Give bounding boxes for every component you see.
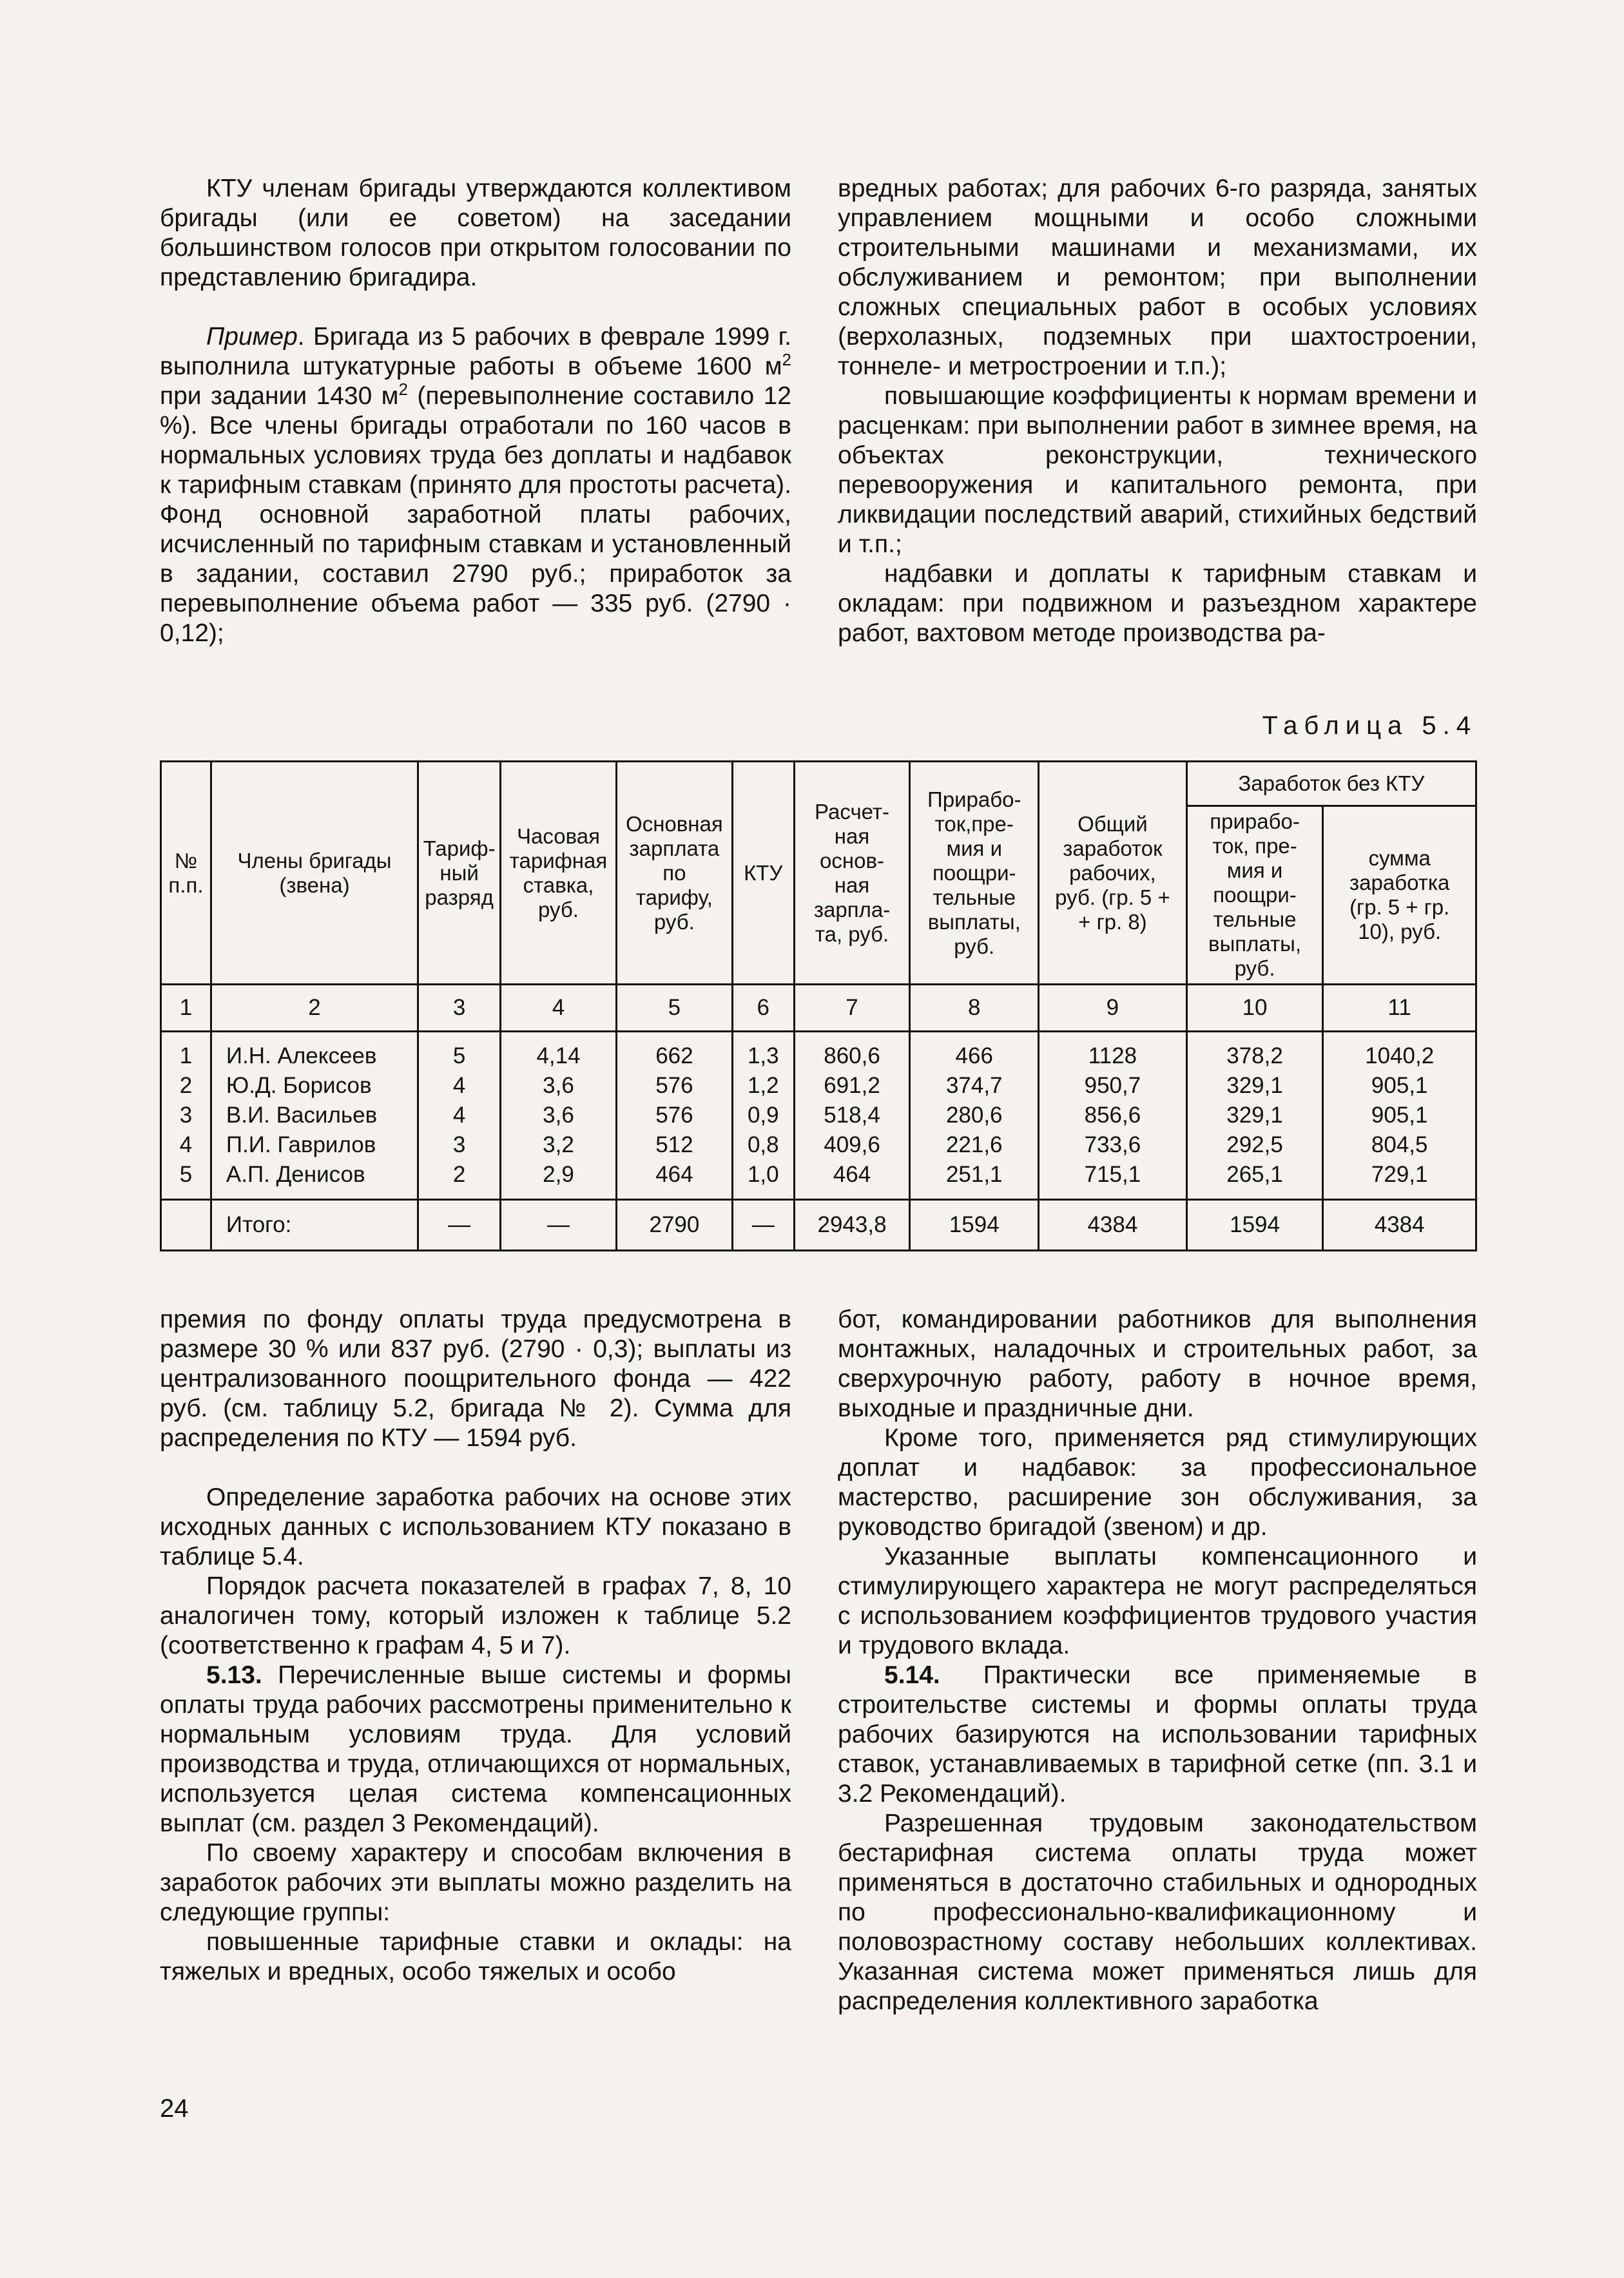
section-5-14-paragraph: [838, 1661, 1477, 1809]
header-sum-no-ktu: сумма заработка (гр. 5 + гр. 10), руб.: [1323, 806, 1476, 985]
cell-rate: 4,14 3,6 3,6 3,2 2,9: [501, 1032, 617, 1200]
example-label: Пример: [206, 323, 298, 351]
header-rate: Часовая тарифная ставка, руб.: [501, 762, 617, 985]
cell-calc-pay: 860,6 691,2 518,4 409,6 464: [794, 1032, 910, 1200]
cell-base-pay: 662 576 576 512 464: [616, 1032, 732, 1200]
column-number: 6: [732, 985, 794, 1032]
column-number-row: [161, 985, 1476, 1032]
calculation-order-paragraph: Порядок расчета показателей в графах 7, 8, 10 аналогичен тому, который изложен к таблице 5.2 (соответственно к графам 4, 5 и 7).: [160, 1572, 791, 1659]
totals-base-pay: 2790: [616, 1200, 732, 1251]
cell-sum-no-ktu: 1040,2 905,1 905,1 804,5 729,1: [1323, 1032, 1476, 1200]
column-number: 5: [616, 985, 732, 1032]
example-paragraph: [160, 322, 791, 648]
header-total: Общий заработок рабочих, руб. (гр. 5 + + гр. 8): [1039, 762, 1187, 985]
section-number: 5.13.: [206, 1661, 262, 1689]
page-number: 24: [160, 2094, 189, 2123]
example-text-a: . Бригада из 5 рабочих в феврале 1999 г. выполнила штукатурные работы в объеме 1600 м: [160, 323, 791, 380]
top-right-column: [838, 174, 1477, 648]
header-bonus-no-ktu: прирабо- ток, пре- мия и поощри- тельные выплаты, руб.: [1186, 806, 1323, 985]
header-calc-pay: Расчет- ная основ- ная зарпла- та, руб.: [794, 762, 910, 985]
header-group-no-ktu: Заработок без КТУ: [1186, 762, 1476, 806]
bottom-right-column: [838, 1305, 1477, 2016]
business-trips-paragraph: бот, командировании работников для выполнения монтажных, наладочных и строительных работ, за сверхурочную работу, работу в ночное время, выходные и праздничные дни.: [838, 1306, 1477, 1422]
column-number: 2: [211, 985, 418, 1032]
totals-bonus: 1594: [910, 1200, 1039, 1251]
section-5-13-paragraph: [160, 1661, 791, 1839]
column-number: 10: [1186, 985, 1323, 1032]
header-row-1: [161, 762, 1476, 806]
header-base-pay: Основная зарплата по тарифу, руб.: [616, 762, 732, 985]
table-body-row: [161, 1032, 1476, 1200]
totals-total: 4384: [1039, 1200, 1187, 1251]
payment-groups-paragraph: По своему характеру и способам включения в заработок рабочих эти выплаты можно разделить на следующие группы:: [160, 1839, 791, 1926]
harmful-work-paragraph: вредных работах; для рабочих 6-го разряда, занятых управлением мощными и особо сложными строительными машинами и механизмами, их обслуживанием и ремонтом; при выполнении сложных специальных работ в особых условиях (верхолазных, подземных при шахтостроении, тоннеле- и метростроении и т.п.);: [838, 175, 1477, 380]
column-number: 7: [794, 985, 910, 1032]
section-text: Практически все применяемые в строительстве системы и формы оплаты труда рабочих базируются на использовании тарифных ставок, устанавливаемых в тарифной сетке (пп. 3.1 и 3.2 Рекомендаций).: [838, 1661, 1477, 1808]
totals-label: Итого:: [211, 1200, 418, 1251]
bottom-left-column: [160, 1305, 791, 1987]
wage-table: [160, 760, 1477, 1251]
section-number: 5.14.: [884, 1661, 940, 1689]
incentive-allowances-paragraph: Кроме того, применяется ряд стимулирующих доплат и надбавок: за профессиональное мастерство, расширение зон обслуживания, за руководство бригадой (звеном) и др.: [838, 1424, 1477, 1541]
compensation-note-paragraph: Указанные выплаты компенсационного и стимулирующего характера не могут распределяться с использованием коэффициентов трудового участия и трудового вклада.: [838, 1543, 1477, 1659]
column-number: 11: [1323, 985, 1476, 1032]
column-number: 9: [1039, 985, 1187, 1032]
cell-bonus-no-ktu: 378,2 329,1 329,1 292,5 265,1: [1186, 1032, 1323, 1200]
header-member: Члены бригады (звена): [211, 762, 418, 985]
header-grade: Тариф- ный разряд: [418, 762, 501, 985]
totals-row: [161, 1200, 1476, 1251]
column-number: 3: [418, 985, 501, 1032]
header-bonus: Прирабо- ток,пре- мия и поощри- тельные выплаты, руб.: [910, 762, 1039, 985]
totals-empty-cell: [161, 1200, 211, 1251]
cell-ktu: 1,3 1,2 0,9 0,8 1,0: [732, 1032, 794, 1200]
totals-ktu: —: [732, 1200, 794, 1251]
cell-bonus: 466 374,7 280,6 221,6 251,1: [910, 1032, 1039, 1200]
totals-grade: —: [418, 1200, 501, 1251]
cell-total: 1128 950,7 856,6 733,6 715,1: [1039, 1032, 1187, 1200]
example-text-b: при задании 1430 м: [160, 382, 399, 410]
table-caption: Таблица 5.4: [1262, 711, 1477, 740]
column-number: 4: [501, 985, 617, 1032]
cell-no: 1 2 3 4 5: [161, 1032, 211, 1200]
totals-calc-pay: 2943,8: [794, 1200, 910, 1251]
increased-rates-paragraph: повышенные тарифные ставки и оклады: на тяжелых и вредных, особо тяжелых и особо: [160, 1928, 791, 1985]
tariff-free-system-paragraph: Разрешенная трудовым законодательством бестарифная система оплаты труда может применяться в достаточно стабильных и однородных по профессионально-квалификационному и половозрастному составу небольших коллективах. Указанная система может применяться лишь для распределения коллективного заработка: [838, 1810, 1477, 2015]
bonus-fund-paragraph: премия по фонду оплаты труда предусмотрена в размере 30 % или 837 руб. (2790 · 0,3); выплаты из централизованного поощрительного фонда — 422 руб. (см. таблицу 5.2, бригада № 2). Сумма для распределения по КТУ — 1594 руб.: [160, 1306, 791, 1452]
example-text-c: (перевыполнение составило 12 %). Все члены бригады отработали по 160 часов в нормальных условиях труда без доплаты и надбавок к тарифным ставкам (принято для простоты расчета). Фонд основной заработной платы рабочих, исчисленный по тарифным ставкам и установленный в задании, составил 2790 руб.; приработок за перевыполнение объема работ — 335 руб. (2790 · 0,12);: [160, 382, 791, 647]
allowances-paragraph: надбавки и доплаты к тарифным ставкам и окладам: при подвижном и разъездном характере работ, вахтовом методе производства ра-: [838, 560, 1477, 647]
totals-rate: —: [501, 1200, 617, 1251]
totals-sum-no-ktu: 4384: [1323, 1200, 1476, 1251]
coefficients-paragraph: повышающие коэффициенты к нормам времени и расценкам: при выполнении работ в зимнее время, на объектах реконструкции, технического перевооружения и капитального ремонта, при ликвидации последствий аварий, стихийных бедствий и т.п.;: [838, 382, 1477, 558]
example-sup-2: 2: [398, 380, 408, 399]
totals-bonus-no-ktu: 1594: [1186, 1200, 1323, 1251]
ktu-approval-paragraph: КТУ членам бригады утверждаются коллективом бригады (или ее советом) на заседании большинством голосов при открытом голосовании по представлению бригадира.: [160, 175, 791, 291]
earnings-definition-paragraph: Определение заработка рабочих на основе этих исходных данных с использованием КТУ показано в таблице 5.4.: [160, 1483, 791, 1570]
header-ktu: КТУ: [732, 762, 794, 985]
column-number: 1: [161, 985, 211, 1032]
header-no: № п.п.: [161, 762, 211, 985]
cell-grade: 5 4 4 3 2: [418, 1032, 501, 1200]
top-left-column: [160, 174, 791, 648]
column-number: 8: [910, 985, 1039, 1032]
cell-member: И.Н. Алексеев Ю.Д. Борисов В.И. Васильев П.И. Гаврилов А.П. Денисов: [211, 1032, 418, 1200]
section-text: Перечисленные выше системы и формы оплаты труда рабочих рассмотрены применительно к нормальным условиям труда. Для условий производства и труда, отличающихся от нормальных, используется целая система компенсационных выплат (см. раздел 3 Рекомендаций).: [160, 1661, 791, 1837]
example-sup-1: 2: [782, 350, 791, 369]
